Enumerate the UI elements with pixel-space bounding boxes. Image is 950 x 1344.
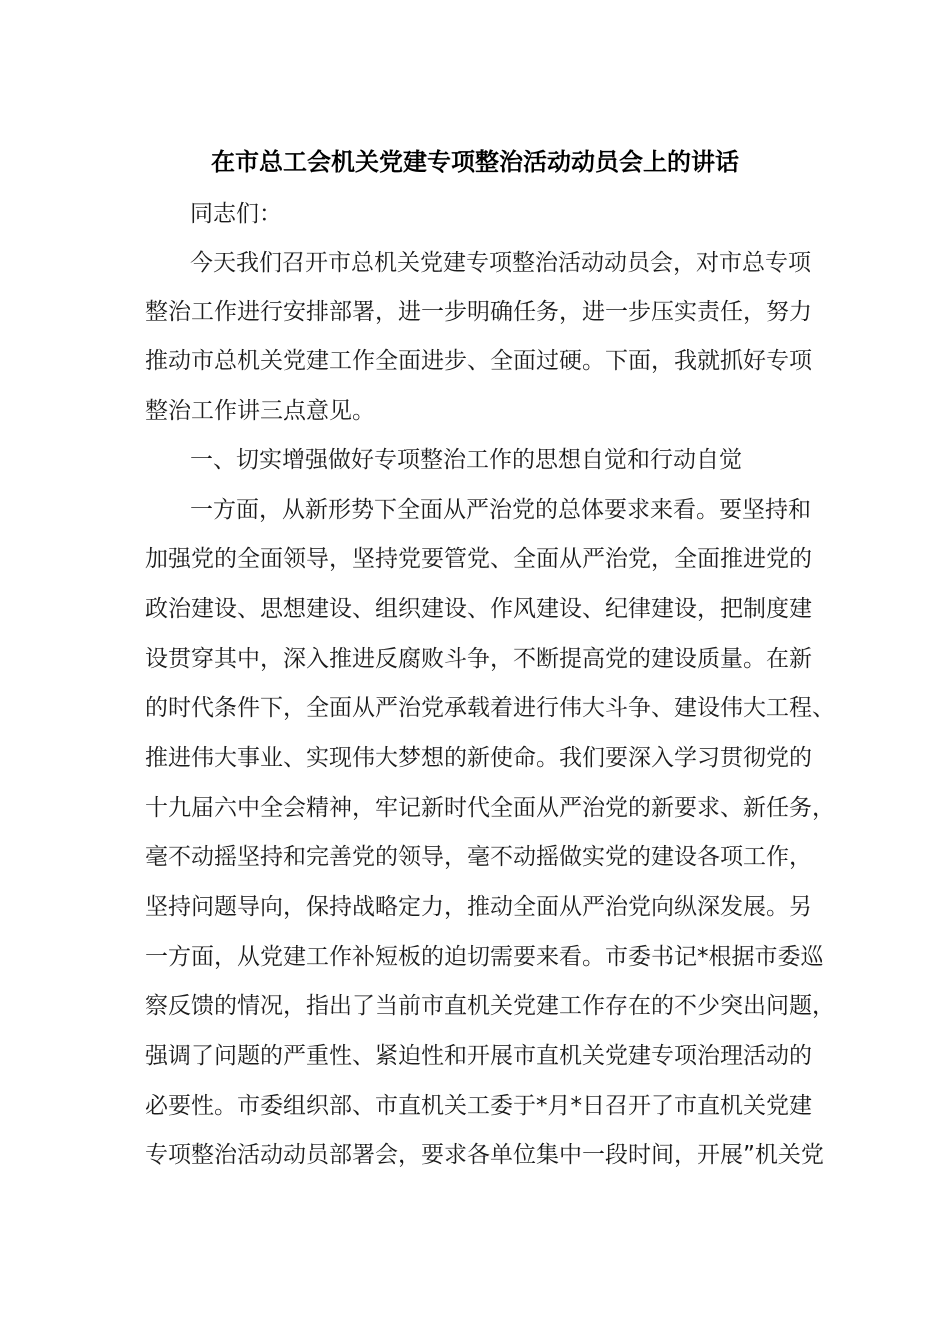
paragraph-line: 必要性。市委组织部、市直机关工委于*月*日召开了市直机关党建 — [145, 1093, 812, 1119]
paragraph-line: 坚持问题导向，保持战略定力，推动全面从严治党向纵深发展。另 — [145, 894, 812, 920]
paragraph-line: 加强党的全面领导，坚持党要管党、全面从严治党，全面推进党的 — [145, 546, 812, 572]
paragraph-line: 政治建设、思想建设、组织建设、作风建设、纪律建设，把制度建 — [145, 596, 812, 622]
paragraph-line: 整治工作讲三点意见。 — [145, 398, 375, 424]
paragraph-line: 察反馈的情况，指出了当前市直机关党建工作存在的不少突出问题， — [145, 993, 835, 1019]
paragraph-line: 推进伟大事业、实现伟大梦想的新使命。我们要深入学习贯彻党的 — [145, 745, 812, 771]
paragraph-line: 的时代条件下，全面从严治党承载着进行伟大斗争、建设伟大工程、 — [145, 695, 835, 721]
paragraph-line: 一方面，从党建工作补短板的迫切需要来看。市委书记*根据市委巡 — [145, 944, 824, 970]
paragraph-line: 今天我们召开市总机关党建专项整治活动动员会，对市总专项 — [190, 250, 811, 276]
paragraph-line: 毫不动摇坚持和完善党的领导，毫不动摇做实党的建设各项工作， — [145, 844, 812, 870]
paragraph-line: 十九届六中全会精神，牢记新时代全面从严治党的新要求、新任务， — [145, 795, 835, 821]
paragraph-line: 推动市总机关党建工作全面进步、全面过硬。下面，我就抓好专项 — [145, 348, 812, 374]
section-heading: 一、切实增强做好专项整治工作的思想自觉和行动自觉 — [190, 447, 742, 473]
document-title: 在市总工会机关党建专项整治活动动员会上的讲话 — [211, 148, 739, 176]
paragraph-line: 专项整治活动动员部署会，要求各单位集中一段时间，开展”机关党 — [145, 1142, 824, 1168]
paragraph-line: 一方面，从新形势下全面从严治党的总体要求来看。要坚持和 — [190, 497, 811, 523]
greeting: 同志们： — [190, 201, 282, 227]
paragraph-line: 强调了问题的严重性、紧迫性和开展市直机关党建专项治理活动的 — [145, 1043, 812, 1069]
paragraph-line: 设贯穿其中，深入推进反腐败斗争，不断提高党的建设质量。在新 — [145, 646, 812, 672]
paragraph-line: 整治工作进行安排部署，进一步明确任务，进一步压实责任，努力 — [145, 299, 812, 325]
